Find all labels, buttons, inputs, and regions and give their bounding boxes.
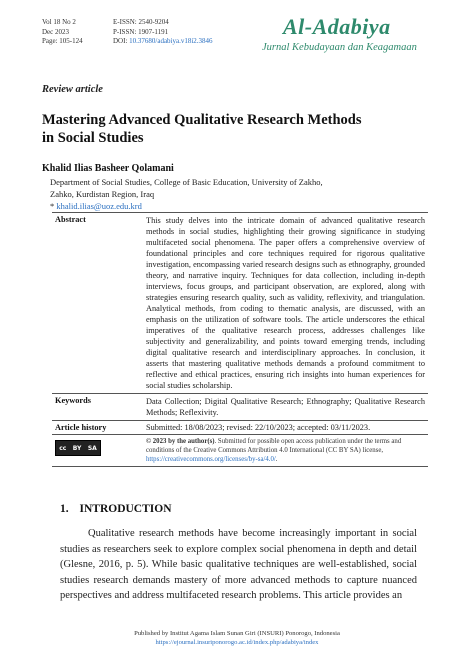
history-text: Submitted: 18/08/2023; revised: 22/10/2023; accepted: 03/11/2023. — [146, 423, 371, 432]
section-title: INTRODUCTION — [79, 503, 172, 515]
journal-logo-title: Al-Adabiya — [283, 14, 391, 39]
keywords-text: Data Collection; Digital Qualitative Research; Ethnography; Qualitative Research Methods; Reflexivity. — [146, 397, 425, 417]
license-badge-cell — [52, 435, 143, 466]
author-affiliation — [50, 176, 450, 212]
article-type: Review article — [42, 84, 103, 95]
affiliation-line1: Department of Social Studies, College of Basic Education, University of Zakho, — [50, 177, 323, 187]
affiliation-line2: Zahko, Kurdistan Region, Iraq — [50, 189, 155, 199]
doi-line — [113, 37, 213, 47]
keywords-label: Keywords — [55, 396, 91, 405]
license-copyright: © 2023 by the author(s) — [146, 438, 215, 445]
header-meta-left — [42, 18, 83, 47]
author-email-link[interactable]: khalid.ilias@uoz.edu.krd — [56, 201, 142, 211]
doi-link[interactable]: 10.37680/adabiya.v18i2.3846 — [129, 37, 213, 45]
history-row — [52, 421, 428, 434]
eissn: E-ISSN: 2540-9204 — [113, 18, 169, 26]
license-end: . — [275, 456, 278, 463]
license-row — [52, 435, 428, 466]
header-meta-issn — [113, 18, 213, 47]
volume-number: Vol 18 No 2 — [42, 18, 76, 26]
license-text — [143, 435, 428, 466]
license-terms: . Submitted for possible open access publication under the terms and conditions of the Creative Commons Attribution 4.0 International (CC BY SA) license, — [146, 438, 402, 454]
doi-label: DOI: — [113, 37, 128, 45]
page-footer — [0, 629, 474, 647]
pissn: P-ISSN: 1907-1191 — [113, 27, 169, 36]
license-url-link[interactable]: https://creativecommons.org/licenses/by-sa/4.0/ — [146, 456, 276, 463]
article-info-table — [52, 212, 428, 467]
table-bottom-rule — [52, 466, 428, 467]
cc-by-sa-badge[interactable] — [55, 440, 101, 456]
issue-date: Dec 2023 — [42, 27, 70, 36]
email-line — [50, 200, 450, 212]
article-title-line1: Mastering Advanced Qualitative Research Methods — [42, 112, 362, 128]
keywords-row — [52, 394, 428, 420]
article-title-line2: in Social Studies — [42, 130, 144, 146]
section-heading-introduction — [60, 503, 172, 515]
sa-icon: SA — [87, 444, 97, 452]
abstract-text: This study delves into the intricate domain of advanced qualitative research methods in social studies, highlighting their growing significance in studying multifaceted social phenomena. The paper offers a comprehensive overview of foundational principles and core techniques required for rigorous qualitative investigation, encompassing varied research designs such as ethnography, grounded theory, and narrative inquiry. Techniques for data collection, including in-depth interviews, focus groups, and participant observation, are explored, along with strategies ensuring research quality, such as validity, reflexivity, and triangulation. Analytical methods, from coding to thematic analysis, are discussed, with an emphasis on the utilization of software tools. The article underscores the ethical imperatives of the qualitative research process, addresses challenges like subjectivity and generalizability, and points toward emerging trends, including digital qualitative research and interdisciplinary approaches. In conclusion, it asserts that mastering qualitative methods demands a profound commitment to reflective and ethical practices, ensuring rich insights into human experiences for social studies scholarship. — [146, 216, 425, 390]
email-marker: * — [50, 201, 55, 211]
by-icon: BY — [72, 444, 82, 452]
abstract-row — [52, 213, 428, 393]
cc-icon: cc — [59, 444, 67, 452]
article-title — [42, 111, 442, 147]
section-number: 1. — [60, 503, 69, 515]
history-label: Article history — [55, 423, 107, 432]
abstract-label: Abstract — [55, 215, 86, 224]
publisher-line: Published by Institut Agama Islam Sunan Giri (INSURI) Ponorogo, Indonesia — [134, 630, 340, 637]
journal-url-link[interactable]: https://ejournal.insuriponorogo.ac.id/index.php/adabiya/index — [155, 639, 319, 646]
journal-subtitle: Jurnal Kebudayaan dan Keagamaan — [262, 42, 417, 53]
author-name: Khalid Ilias Basheer Qolamani — [42, 163, 174, 174]
introduction-paragraph: Qualitative research methods have become increasingly important in social studies as researchers seek to explore complex social phenomena in depth and detail (Glesne, 2016, p. 5). While basic qualitative techniques are well-established, social studies research demands mastery of more advanced methods to capture nuanced perspectives and address multifaceted research problems. This article provides an — [60, 528, 417, 601]
page-range: Page: 105-124 — [42, 37, 83, 45]
